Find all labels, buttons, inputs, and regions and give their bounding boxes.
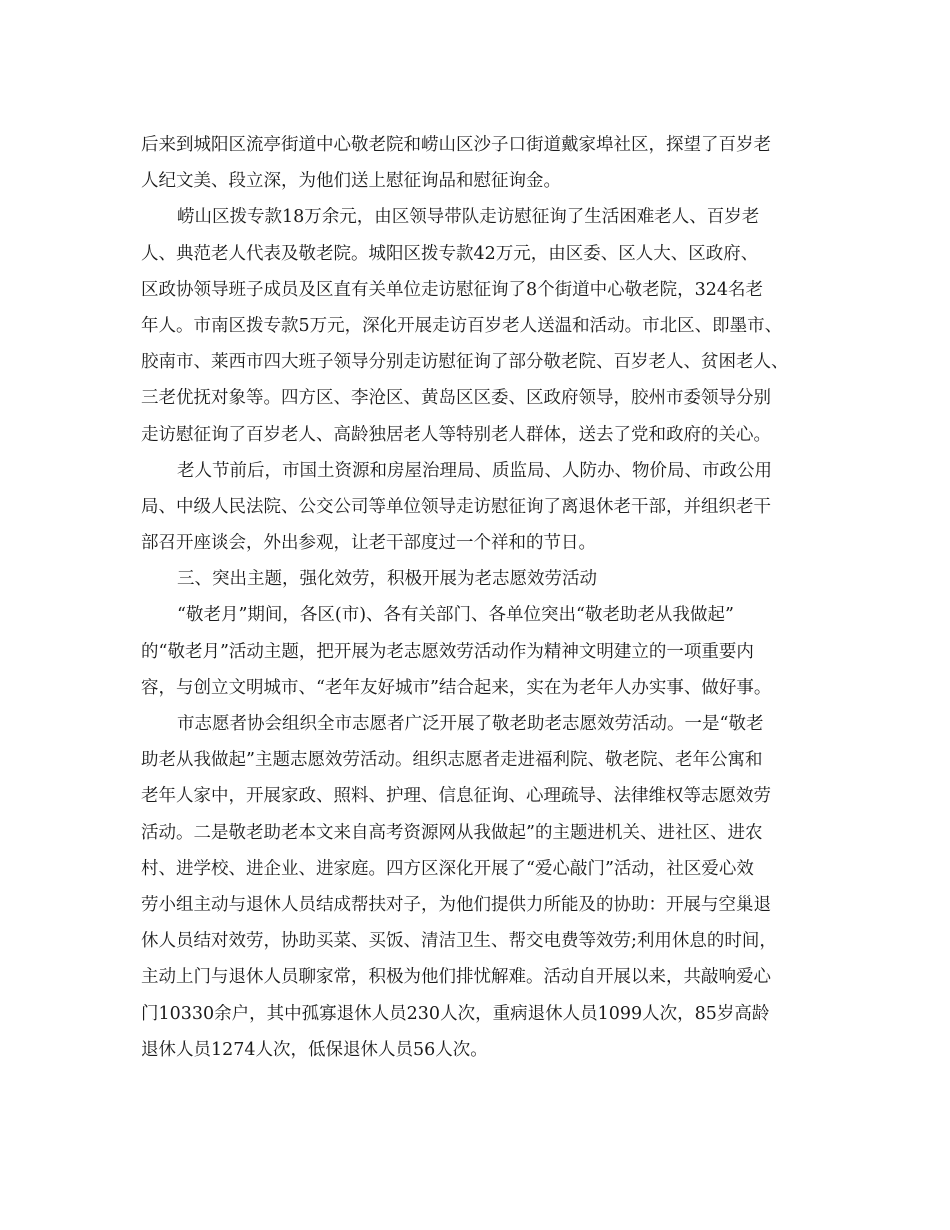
text-line: 人纪文美、段立深，为他们送上慰征询品和慰征询金。 — [141, 171, 561, 192]
text-line: 后来到城阳区流亭街道中心敬老院和崂山区沙子口街道戴家埠社区，探望了百岁老 — [141, 135, 771, 155]
text-line: 劳小组主动与退休人员结成帮扶对子，为他们提供力所能及的协助：开展与空巢退 — [141, 894, 771, 915]
text-line: 市志愿者协会组织全市志愿者广泛开展了敬老助老志愿效劳活动。一是“敬老 — [177, 714, 764, 734]
text-line: 走访慰征询了百岁老人、高龄独居老人等特别老人群体，送去了党和政府的关心。 — [141, 424, 771, 445]
text-line: “敬老月”期间，各区(市)、各有关部门、各单位突出“敬老助老从我做起” — [177, 605, 734, 626]
document-body-text — [141, 127, 831, 1068]
text-line: 助老从我做起”主题志愿效劳活动。组织志愿者走进福利院、敬老院、老年公寓和 — [141, 750, 763, 771]
text-line: 容，与创立文明城市、“老年友好城市”结合起来，实在为老年人办实事、做好事。 — [141, 677, 772, 698]
text-line: 崂山区拨专款18万余元，由区领导带队走访慰征询了生活困难老人、百岁老 — [177, 207, 760, 228]
text-line: 村、进学校、进企业、进家庭。四方区深化开展了“爱心敲门”活动，社区爱心效 — [141, 858, 754, 879]
text-line: 老年人家中，开展家政、照料、护理、信息征询、心理疏导、法律维权等志愿效劳 — [141, 786, 771, 807]
text-line: 老人节前后，市国土资源和房屋治理局、质监局、人防办、物价局、市政公用 — [177, 460, 772, 481]
text-line: 休人员结对效劳，协助买菜、买饭、清洁卫生、帮交电费等效劳;利用休息的时间， — [141, 931, 777, 952]
text-line: 人、典范老人代表及敬老院。城阳区拨专款42万元，由区委、区人大、区政府、 — [141, 243, 759, 264]
text-line: 门10330余户，其中孤寡退休人员230人次，重病退休人员1099人次，85岁高龄 — [141, 1003, 770, 1024]
text-line: 活动。二是敬老助老本文来自高考资源网从我做起”的主题进机关、进社区、进农 — [141, 822, 763, 843]
text-line: 主动上门与退休人员聊家常，积极为他们排忧解难。活动自开展以来，共敲响爱心 — [141, 967, 771, 988]
text-line: 局、中级人民法院、公交公司等单位领导走访慰征询了离退休老干部，并组织老干 — [141, 496, 771, 517]
text-line: 的“敬老月”活动主题，把开展为老志愿效劳活动作为精神文明建立的一项重要内 — [141, 641, 754, 662]
text-line: 部召开座谈会，外出参观，让老干部度过一个祥和的节日。 — [141, 533, 596, 554]
text-line: 三、突出主题，强化效劳，积极开展为老志愿效劳活动 — [177, 569, 597, 590]
text-line: 三老优抚对象等。四方区、李沧区、黄岛区区委、区政府领导，胶州市委领导分别 — [141, 388, 771, 409]
text-line: 胶南市、莱西市四大班子领导分别走访慰征询了部分敬老院、百岁老人、贫困老人、 — [141, 352, 789, 373]
text-line: 退休人员1274人次，低保退休人员56人次。 — [141, 1039, 488, 1060]
text-line: 年人。市南区拨专款5万元，深化开展走访百岁老人送温和活动。市北区、即墨市、 — [141, 315, 783, 336]
text-line: 区政协领导班子成员及区直有关单位走访慰征询了8个街道中心敬老院，324名老 — [141, 279, 764, 300]
